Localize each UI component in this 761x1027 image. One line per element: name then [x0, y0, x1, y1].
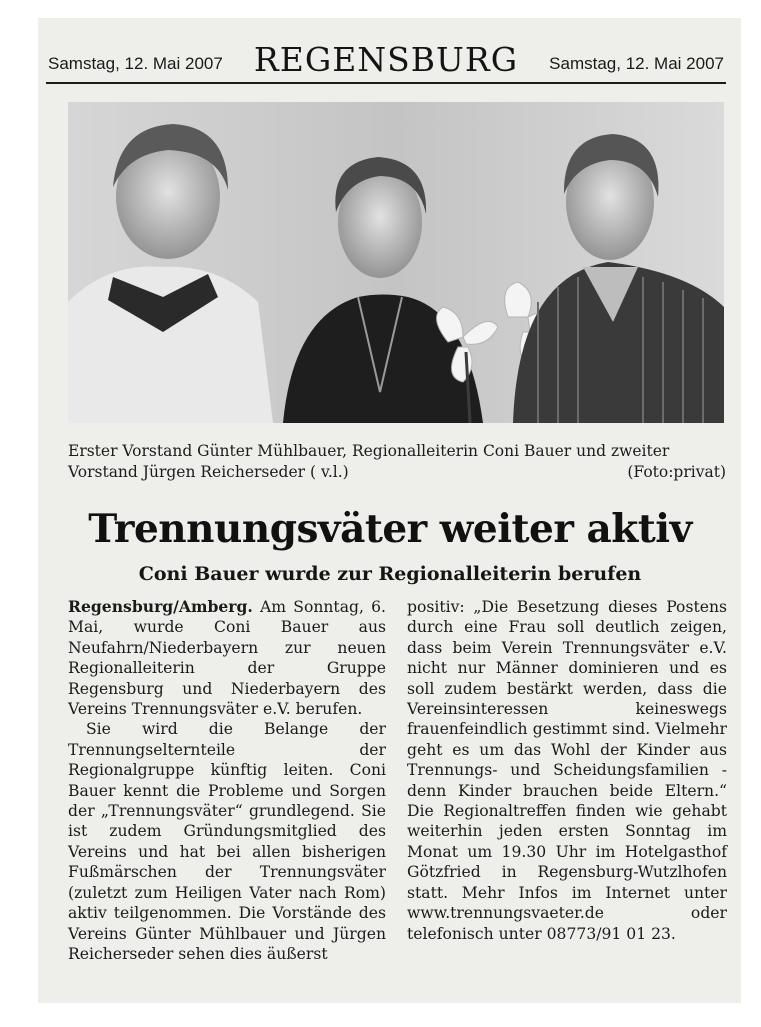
paragraph-2: Sie wird die Belange der Trennungselternteile der Regionalgruppe künftig leiten. Coni Bauer kennt die Probleme und Sorgen der „Trennungsväter“ grundlegend. Sie ist zudem Gründungsmitglied des Vereins und hat bei allen bisherigen Fußmärschen der Trennungsväter (zuletzt zum Heiligen Vater nach Rom) aktiv teilgenommen. Die Vorstände des Vereins Günter Mühlbauer und Jürgen Reicherseder sehen dies äußerst: [68, 720, 386, 963]
article-column-left: [68, 597, 386, 964]
section-title: REGENSBURG: [253, 40, 519, 79]
caption-text: Erster Vorstand Günter Mühlbauer, Regionalleiterin Coni Bauer und zweiter Vorstand Jürgen Reicherseder ( v.l.): [68, 442, 670, 481]
paragraph-3: positiv: „Die Besetzung dieses Postens durch eine Frau soll deutlich zeigen, dass beim Verein Trennungsväter e.V. nicht nur Männer dominieren und es soll zudem bestärkt werden, dass die Vereinsinteressen keineswegs frauenfeindlich gestimmt sind. Vielmehr geht es um das Wohl der Kinder aus Trennungs- und Scheidungsfamilien - denn Kinder brauchen beide Eltern.“ Die Regionaltreffen finden wie gehabt weiterhin jeden ersten Sonntag im Monat um 19.30 Uhr im Hotelgasthof Götzfried in Regensburg-Wutzlhofen statt. Mehr Infos im Internet unter www.trennungsvaeter.de oder telefonisch unter 08773/91 01 23.: [407, 598, 727, 943]
paragraph-1-text: Am Sonntag, 6. Mai, wurde Coni Bauer aus Neufahrn/Niederbayern zur neuen Regionalleiterin der Gruppe Regensburg und Niederbayern des Vereins Trennungsväter e.V. berufen.: [68, 598, 386, 719]
header-date-right: Samstag, 12. Mai 2007: [549, 54, 724, 73]
photo-credit: (Foto:privat): [627, 463, 726, 481]
paragraph-1: [68, 597, 386, 719]
dateline: Regensburg/Amberg.: [68, 597, 253, 616]
header-date-left: Samstag, 12. Mai 2007: [48, 54, 223, 73]
article-photo: [68, 102, 724, 423]
photo-caption: [68, 441, 726, 483]
article-column-right: [407, 597, 727, 944]
article-headline: Trennungsväter weiter aktiv: [88, 506, 692, 552]
page-header: [46, 38, 726, 84]
article-subheadline: Coni Bauer wurde zur Regionalleiterin berufen: [138, 563, 642, 585]
photo-three-people-icon: [68, 102, 724, 423]
